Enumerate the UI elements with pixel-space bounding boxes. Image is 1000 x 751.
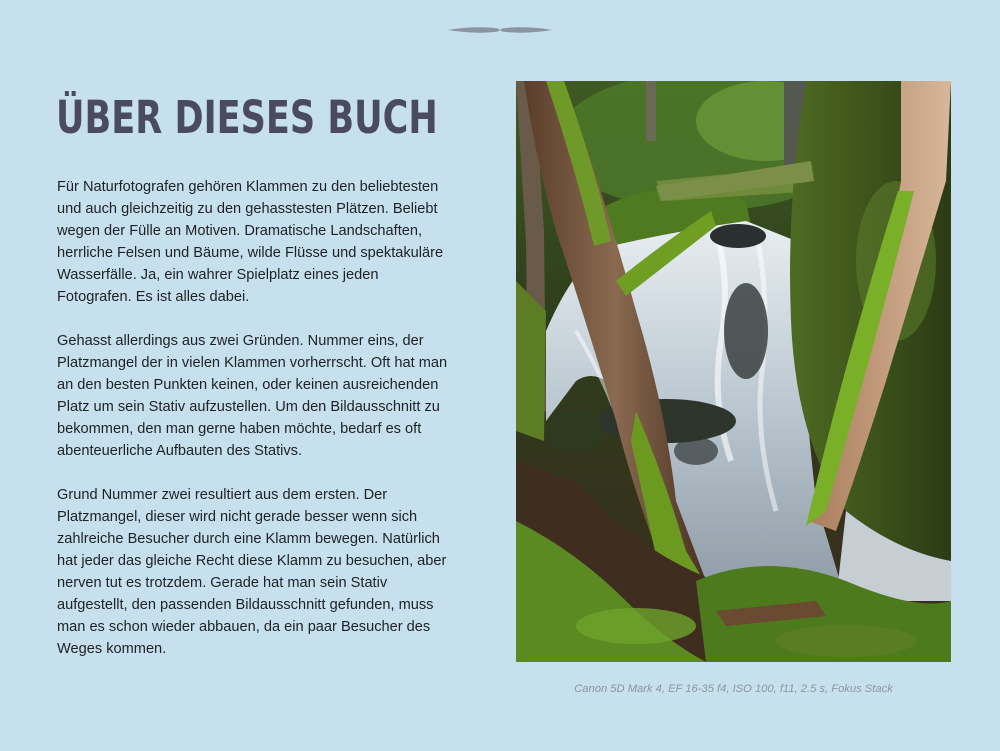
paragraph-1: Für Naturfotografen gehören Klammen zu den beliebtesten und auch gleichzeitig zu den gehasstesten Plätzen. Beliebt wegen der Fülle an Motiven. Dramatische Landschaften, herrliche Felsen und Bäume, wilde Flüsse und spektakuläre Wasserfälle. Ja, ein wahrer Spielplatz eines jeden Fotografen. Es ist alles dabei. [57, 179, 444, 305]
page-title: ÜBER DIESES BUCH [56, 91, 438, 144]
waterfall-photo-illustration [516, 81, 951, 662]
paragraph-3: Grund Nummer zwei resultiert aus dem ersten. Der Platzmangel, dieser wird nicht gerade besser wenn sich zahlreiche Besucher durch eine Klamm bewegen. Natürlich hat jeder das gleiche Recht diese Klamm zu besuchen, aber nerven tut es trotzdem. Gerade hat man sein Stativ aufgestellt, den passenden Bildausschnitt gefunden, muss man es schon wieder abbauen, da ein paar Besucher des Weges kommen. [57, 487, 447, 657]
photo-caption: Canon 5D Mark 4, EF 16-35 f4, ISO 100, f11, 2.5 s, Fokus Stack [574, 683, 893, 695]
ornament-divider-icon [448, 25, 552, 35]
paragraph-2: Gehasst allerdings aus zwei Gründen. Nummer eins, der Platzmangel der in vielen Klammen vorherrscht. Oft hat man an den besten Punkten keinen, oder keinen ausreichenden Platz um sein Stativ aufzustellen. Um den Bildausschnitt zu bekommen, den man gerne haben möchte, bedarf es oft abenteuerliche Aufbauten des Stativs. [57, 333, 448, 459]
body-text [57, 176, 457, 682]
waterfall-photo [516, 81, 951, 662]
